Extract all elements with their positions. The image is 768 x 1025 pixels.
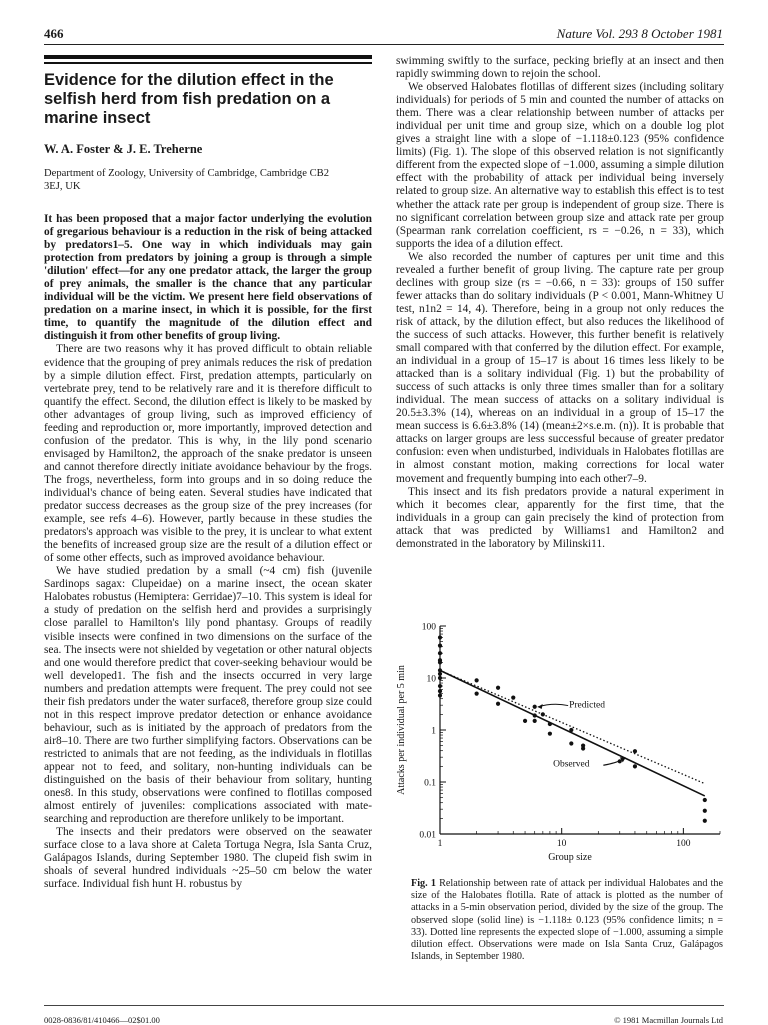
authors: W. A. Foster & J. E. Treherne — [44, 142, 203, 156]
data-point — [438, 635, 442, 639]
data-point — [438, 672, 442, 676]
data-point — [438, 660, 442, 664]
data-point — [541, 712, 545, 716]
data-point — [496, 686, 500, 690]
left-column — [44, 213, 372, 891]
data-point — [438, 651, 442, 655]
figure-caption-text: Relationship between rate of attack per individual Halobates and the size of the Halobates flotilla. Rate of attack is plotted as the number of attacks in a 5-min observation period, divided by the size of the group. The observed slope (solid line) is −1.118± 0.123 (95% confidence limits; n = 33). Dotted line represents the expected slope of −1.000, assuming a simple dilution effect. Observations were made on Isla Santa Cruz, Galápagos Islands, in September 1980. — [411, 878, 723, 963]
x-axis-label: Group size — [548, 852, 592, 863]
x-tick-label: 100 — [676, 839, 691, 849]
body-paragraph: The insects and their predators were observed on the seawater surface close to a lava shore at Caleta Tortuga Negra, Isla Santa Cruz, Galápagos Islands, during September 1980. The clupeid fish swim in shoals of several hundred individuals ~25–50 cm below the water surface. Individual fish hunt H. robustus by — [44, 826, 372, 891]
data-point — [475, 678, 479, 682]
data-point — [703, 798, 707, 802]
affiliation: Department of Zoology, University of Cambridge, Cambridge CB2 3EJ, UK — [44, 168, 329, 192]
annotation-observed: Observed — [553, 759, 590, 770]
y-tick-label: 100 — [421, 622, 436, 633]
data-point — [569, 741, 573, 745]
title-bar-thick — [44, 55, 372, 59]
data-point — [438, 676, 442, 680]
footer-copyright: © 1981 Macmillan Journals Ltd — [614, 1015, 723, 1025]
y-tick-label: 0.01 — [419, 830, 436, 841]
data-point — [633, 749, 637, 753]
x-tick-label: 10 — [556, 839, 567, 849]
data-point — [496, 702, 500, 706]
data-point — [475, 692, 479, 696]
page-number: 466 — [44, 26, 64, 41]
footer-rule — [44, 1005, 724, 1006]
observed-line — [440, 670, 705, 796]
data-point — [438, 693, 442, 697]
data-point — [703, 819, 707, 823]
figure-caption — [411, 878, 723, 963]
data-point — [438, 684, 442, 688]
data-point — [548, 722, 552, 726]
data-point — [533, 713, 537, 717]
data-point — [633, 764, 637, 768]
data-point — [533, 705, 537, 709]
title-bar-thin — [44, 62, 372, 64]
chart-svg — [380, 590, 725, 875]
data-point — [548, 732, 552, 736]
data-point — [569, 728, 573, 732]
x-tick-label: 1 — [437, 839, 443, 849]
y-tick-label: 0.1 — [424, 778, 436, 789]
data-point — [533, 719, 537, 723]
body-paragraph: We observed Halobates flotillas of different sizes (including solitary individuals) for periods of 5 min and counted the number of attacks on them. There was a clear relationship between number of attacks per individual per unit time and group size, which on a double log plot gives a straight line with a slope of −1.118±0.123 (95% confidence limits) (Fig. 1). The slope of this observed relation is not significantly different from the expected slope of −1.000, assuming a simple dilution effect with the probability of attack per individual being inversely related to group size. An alternative way to establish this effect is to test whether the attack rate per group is independent of group size. There is no significant correlation between group size and attack rate per group (Spearman rank correlation coefficient, rs = −0.26, n = 33), which supports the idea of a dilution effect. — [396, 81, 724, 250]
header-rule — [44, 44, 724, 45]
body-paragraph: This insect and its fish predators provide a natural experiment in which it becomes clear, apparently for the first time, that the individuals in a group can gain precisely the kind of protection from attack that was predicted by Williams1 and Hamilton2 and demonstrated in the laboratory by Milinski11. — [396, 485, 724, 550]
article-title: Evidence for the dilution effect in the selfish herd from fish predation on a marine insect — [44, 71, 334, 127]
data-point — [438, 643, 442, 647]
data-point — [703, 809, 707, 813]
figure-1-chart — [380, 590, 725, 880]
body-paragraph: We also recorded the number of captures per unit time and this revealed a further benefit of group living. The capture rate per group declines with group size (rs = −0.66, n = 33): groups of 150 suffer fewer attacks than do solitary individuals (P < 0.001, Mann-Whitney U test, n1n2 = 14, 4). Therefore, being in a group not only reduces the risk of attack, by the dilution effect, but also reduces the likelihood of the success of such attacks. However, this further benefit is relatively small compared with that conferred by the dilution effect. For example, an individual in a group of 15–17 is about 16 times less likely to be attacked than is a solitary individual (Fig. 1) but the probability of success of such attacks is only three times smaller than for a solitary individual. The mean success of attacks on a solitary individual is 20.5±3.3% (14), whereas on an individual in a group of 15–17 the mean success is 6.6±3.8% (14) (mean±2×s.e.m. (n)). It is probable that attacks on larger groups are less successful because of greater predator confusion: even when undisturbed, individuals in Halobates flotillas are in almost constant motion, making corrections for local water movement and frequently bumping into each other7–9. — [396, 250, 724, 485]
running-head: Nature Vol. 293 8 October 1981 — [556, 26, 723, 41]
data-point — [511, 695, 515, 699]
y-axis-label: Attacks per individual per 5 min — [396, 665, 407, 795]
data-point — [438, 689, 442, 693]
y-tick-label: 10 — [426, 674, 436, 685]
body-paragraph: We have studied predation by a small (~4 cm) fish (juvenile Sardinops sagax: Clupeidae) on a marine insect, the ocean skater Halobates robustus (Hemiptera: Gerridae)7–10. This system is ideal for a study of predation on the selfish herd and provides a surprisingly close parallel to Hamilton's lily pond phantasy. Groups of readily visible insects were confined in two dimensions on the surface of the sea. The insects were not shielded by vegetation or other natural objects and one would therefore predict that cover-seeking behaviour would be well developed1. The fish and the insects occurred in very large numbers and predation attempts were frequent. The prey could not see their fish predators under the water surface8, therefore group size could not in this respect improve predator detection or enhance avoidance behaviour, such as is initiated by the approach of predators from the air8–10. There are two further simplifying factors. Observations can be restricted to animals that are not feeding, as the individuals in flotillas appear not to feed, and solitary, non-hunting individuals can be distinguished on the basis of their behaviour from solitary, hunting ones8. In this study, observations were confined to flotillas composed almost entirely of juveniles: complications associated with mate-searching and reproduction are therefore unlikely to be important. — [44, 565, 372, 826]
y-tick-label: 1 — [431, 726, 436, 737]
body-paragraph: swimming swiftly to the surface, pecking briefly at an insect and then rapidly swimming down to rejoin the school. — [396, 55, 724, 81]
body-paragraph: There are two reasons why it has proved difficult to obtain reliable evidence that the grouping of prey animals reduces the risk of predation by a simple dilution effect. First, predation attempts, particularly on vertebrate prey, tend to be relatively rare and it is therefore difficult to quantify the effect. Second, the dilution effect is likely to be masked by other advantages of group living, such as improved efficiency of feeding and reproduction or, more importantly, improved detection and confusion of the predator. This is why, in the lily pond scenario envisaged by Hamilton2, the approach of the snake predator is unseen and cannot therefore directly initiate avoidance behaviour by the frogs. The frogs, nevertheless, form into groups and in so doing reduce the individual's chance of being eaten. Several studies have indicated that predator success decreases as the group size of the prey increases (for example, see refs 4–6). However, partly because in these studies the predators's approach was visible to the prey, it is unclear to what extent the benefits of increased group size are the result of a dilution effect or of some other effects, such as improved avoidance behaviour. — [44, 343, 372, 565]
data-point — [581, 746, 585, 750]
right-column — [396, 55, 724, 551]
annotation-predicted: Predicted — [569, 700, 605, 711]
footer-code: 0028-0836/81/410466—02$01.00 — [44, 1015, 160, 1025]
data-point — [523, 719, 527, 723]
figure-label: Fig. 1 — [411, 878, 436, 889]
abstract: It has been proposed that a major factor underlying the evolution of gregarious behaviour is a reduction in the risk of being attacked by predators1–5. One way in which individuals may gain protection from predators by joining a group is through a simple 'dilution' effect—for any one predator attack, the larger the group of prey animals, the smaller is the chance that any particular individual will be the victim. We present here field observations of predation on a marine insect, in which it is possible, for the first time, to quantify the magnitude of the dilution effect and distinguish it from other benefits of group living. — [44, 213, 372, 343]
